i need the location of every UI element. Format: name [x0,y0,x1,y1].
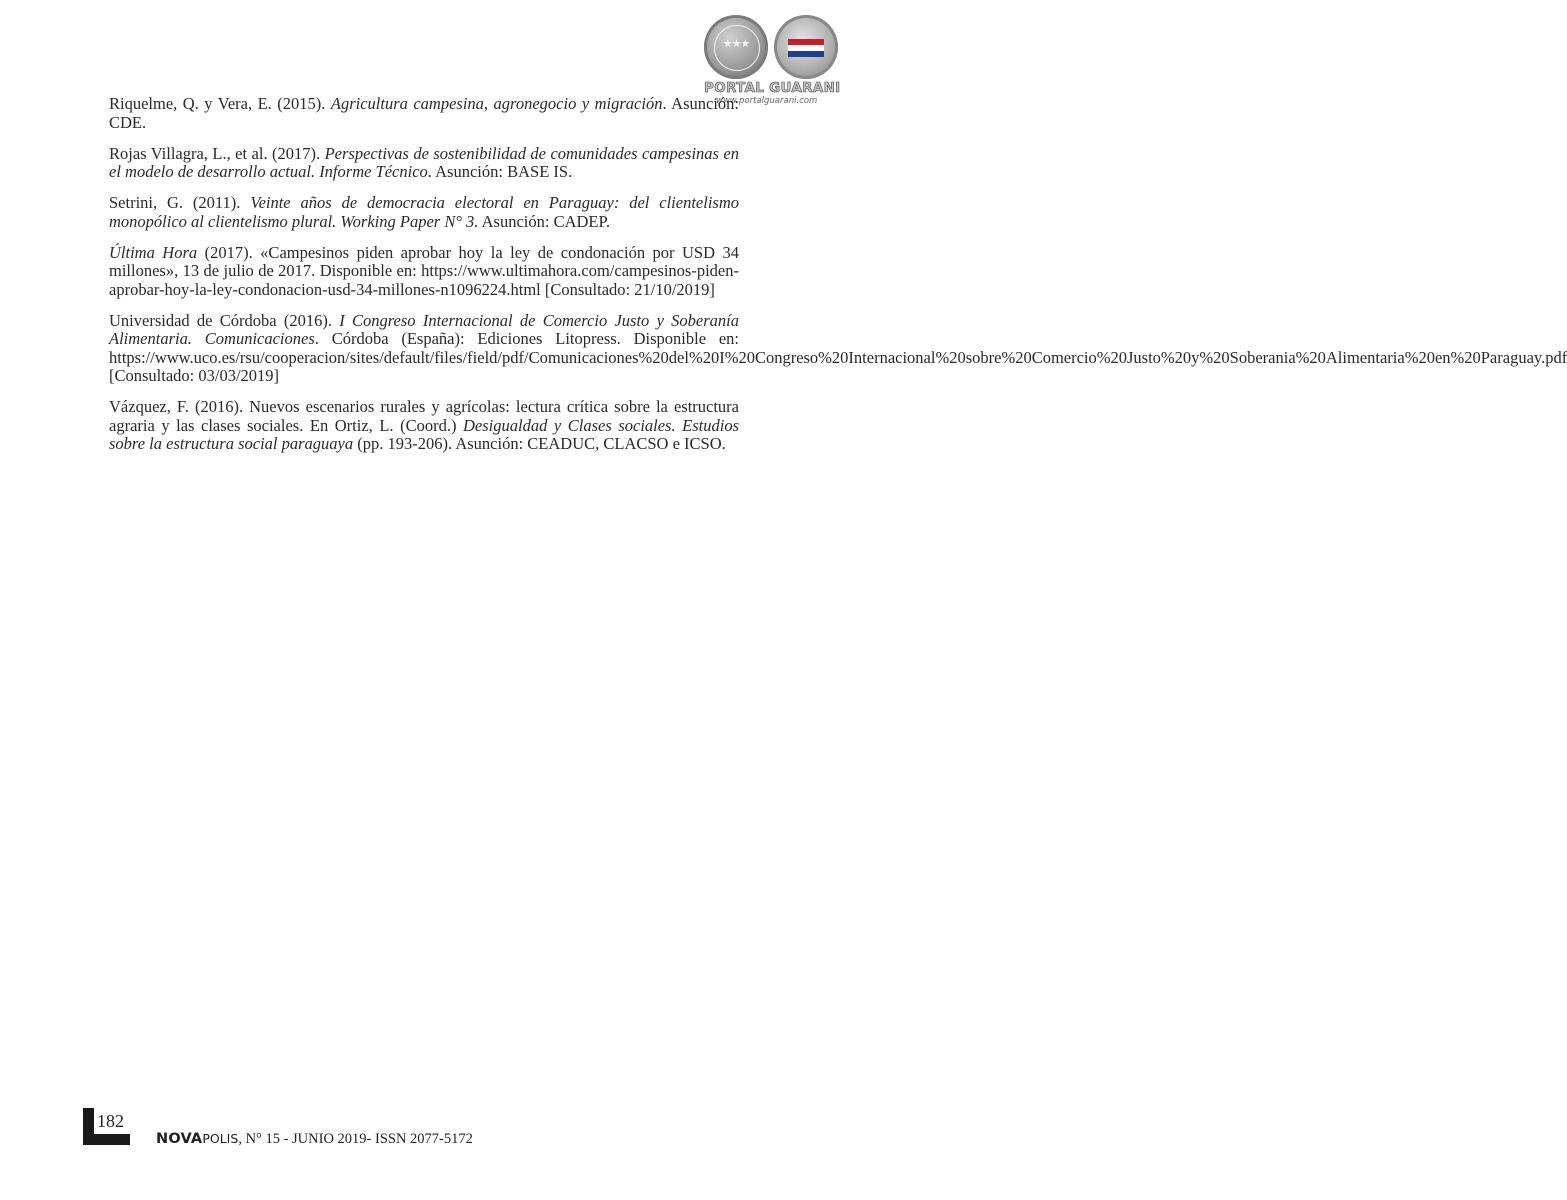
journal-issue: , N° 15 - JUNIO 2019- ISSN 2077-5172 [238,1131,473,1147]
reference-title: Desigualdad y Clases sociales. Estudios sobre la estructura social paraguaya [109,415,739,453]
reference-title: Agricultura campesina, agronegocio y migración [330,94,663,113]
reference-title: I Congreso Internacional de Comercio Justo y Soberanía Alimentaria. Comunicaciones [109,310,739,348]
reference-entry [109,398,739,454]
flag-icon [788,39,824,57]
reference-text: Rojas Villagra, L., et al. (2017). [109,143,325,163]
reference-entry [109,145,739,182]
logo-url: www.portalguarani.com [716,96,818,106]
journal-name-bold: NOVA [156,1131,203,1147]
reference-entry [109,244,739,300]
logo-name: PORTAL GUARANI [704,80,841,96]
reference-text: Riquelme, Q. y Vera, E. (2015). [109,94,331,113]
reference-title: Última Hora [109,242,198,262]
stars-icon: ★★★ [722,37,750,50]
page-number: 182 [97,1111,124,1131]
reference-text: (2017). «Campesinos piden aprobar hoy la ley de condonación por USD 34 millones», 13 de julio de 2017. Disponible en: https://www.ultimahora.com/campesinos-piden-aprobar-hoy-la-ley-condonacion-usd-34-millones-n1096224.html [Consultado: 21/10/2019] [109,242,739,299]
seal-emblem-icon [704,15,768,79]
reference-text: Vázquez, F. (2016). Nuevos escenarios rurales y agrícolas: lectura crítica sobre la estructura agraria y las clases sociales. En Ortiz, L. (Coord.) [109,397,739,435]
reference-title: Perspectivas de sostenibilidad de comunidades campesinas en el modelo de desarrollo actual. Informe Técnico [109,143,739,181]
reference-entry [109,95,739,132]
footer-corner-line [83,1134,130,1145]
reference-text: Universidad de Córdoba (2016). [109,310,340,330]
reference-entry [109,310,1567,386]
reference-title: Veinte años de democracia electoral en Paraguay: del clientelismo monopólico al clientelismo plural. Working Paper N° 3. [109,193,739,231]
reference-text: (pp. 193-206). Asunción: CEADUC, CLACSO e ICSO. [353,434,726,453]
reference-text: . Asunción: CDE. [109,94,739,132]
reference-text: Setrini, G. (2011). [109,193,251,212]
footer-journal [156,1131,473,1148]
reference-text: . Asunción: BASE IS. [427,162,573,181]
reference-text: . Córdoba (España): Ediciones Litopress. Disponible en: https://www.uco.es/rsu/cooperacion/sites/default/files/field/pdf/Comunicaciones%20del%20I%20Congreso%20Internacional%20sobre%20Comercio%20Justo%20y%20Soberania%20Alimentaria%20en%20Paraguay.pdf [Consultado: 03/03/2019] [109,329,1567,385]
paraguay-flag-seal-icon [774,15,838,79]
reference-entry [109,194,739,231]
journal-name-rest: POLIS [202,1131,239,1146]
reference-text: Asunción: CADEP. [478,211,610,231]
